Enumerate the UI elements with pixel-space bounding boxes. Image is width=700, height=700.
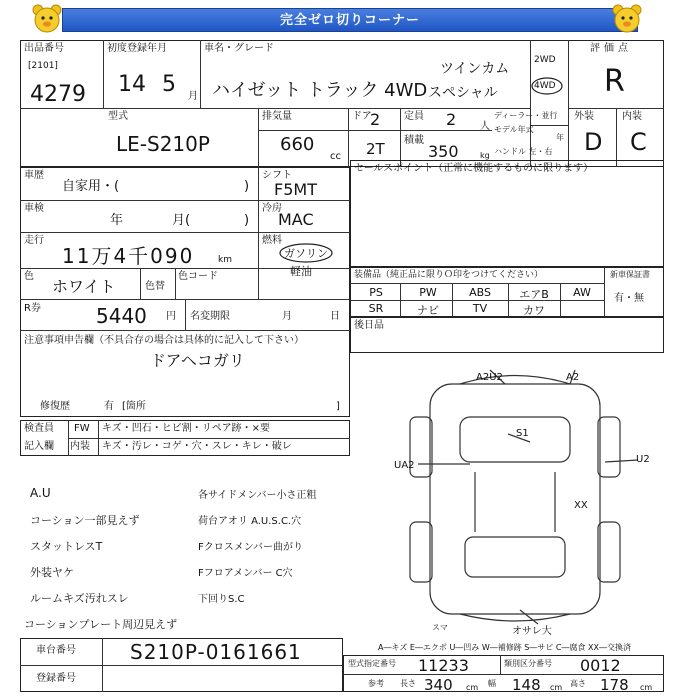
exterior-grade: D <box>584 128 603 156</box>
equipment-aw: AW <box>573 286 591 299</box>
remark-line: 下回りS.C <box>198 594 245 605</box>
fuel-diesel: 軽油 <box>290 265 312 278</box>
sales-point-section <box>350 160 664 267</box>
capacity-value: 2 <box>446 110 457 129</box>
sales-point-label: セールスポイント（正常に機能するものに限ります） <box>354 163 594 174</box>
header-title: 完全ゼロ切りコーナー <box>279 13 420 28</box>
length-unit: cm <box>466 683 479 692</box>
inspector-fw-label: FW <box>74 423 90 434</box>
car-name-label: 車名・グレード <box>204 43 274 54</box>
width-value: 148 <box>512 676 541 694</box>
remark-line: A.U <box>30 486 51 500</box>
remark-line: Fクロスメンバー曲がり <box>198 542 304 553</box>
tonnage-value: 2T <box>366 140 385 158</box>
recycle-value: 5440 <box>96 304 147 328</box>
usage-value: 自家用・( <box>62 179 120 194</box>
handle-label: ハンドル 左・右 <box>494 147 553 156</box>
car-grade-line2: スペシャル <box>428 85 498 101</box>
capacity-unit: 人 <box>480 121 490 132</box>
capacity-label: 定員 <box>404 111 424 122</box>
model-label: 型式 <box>108 111 128 122</box>
remark-line: 外装ヤケ <box>30 566 74 579</box>
repair-place: [箇所 <box>122 401 146 412</box>
rating-label: 評価点 <box>590 43 632 54</box>
first-reg-month-unit: 月 <box>188 91 198 102</box>
displacement-label: 排気量 <box>262 111 292 122</box>
diagram-label-s1: S1 <box>516 428 529 439</box>
mileage-unit: km <box>218 255 232 265</box>
remark-line: スタットレスT <box>30 540 103 553</box>
inspection-month: 月( <box>172 213 191 228</box>
length-label: 長さ <box>400 679 416 688</box>
inspector-label-2: 記入欄 <box>24 441 54 452</box>
lot-code: [2101] <box>28 61 58 71</box>
lot-number: 4279 <box>30 82 86 107</box>
mileage-value: 11万4千090 <box>62 244 195 268</box>
recycle-unit: 円 <box>166 311 176 322</box>
load-value: 350 <box>428 142 459 161</box>
chassis-value: S210P-0161661 <box>130 640 302 664</box>
remark-line: Fフロアメンバー C穴 <box>198 568 293 579</box>
inspector-int-items: キズ・汚レ・コゲ・穴・スレ・キレ・破レ <box>102 441 292 452</box>
shift-label: シフト <box>262 170 292 181</box>
diagram-label-xx: XX <box>574 500 588 511</box>
ref-label: 参考 <box>368 679 384 688</box>
equipment-abs: ABS <box>469 286 491 299</box>
inspector-label-1: 検査員 <box>24 423 54 434</box>
remarks-right <box>198 486 368 616</box>
doors-label: ドア <box>352 111 372 122</box>
circle-mark-icon <box>278 242 334 264</box>
fuel-gasoline: ガソリン <box>284 247 328 260</box>
notes-label: 注意事項申告欄（不具合存の場合は具体的に記入して下さい） <box>24 335 304 346</box>
remark-line: コーション一部見えず <box>30 514 140 527</box>
delivery-section <box>350 317 664 353</box>
width-label: 幅 <box>488 679 496 688</box>
header-banner <box>62 8 638 32</box>
lot-label: 出品番号 <box>24 43 64 54</box>
diagram-label-osare: オサレ大 <box>512 626 552 637</box>
model-year-label: モデル年式 <box>494 125 534 134</box>
fuel-label: 燃料 <box>262 235 282 246</box>
name-change-month: 月 <box>282 311 292 322</box>
model-value: LE-S210P <box>116 132 210 156</box>
repair-value: 有 <box>104 401 114 412</box>
usage-close: ) <box>244 179 250 194</box>
diagram-label-u2: U2 <box>636 454 650 465</box>
load-label: 積載 <box>404 135 424 146</box>
recycle-label: R券 <box>24 303 41 314</box>
interior-label: 内装 <box>622 111 642 122</box>
class-label: 類別区分番号 <box>504 659 552 668</box>
mileage-label: 走行 <box>24 235 44 246</box>
remark-line: コーションプレート周辺見えず <box>24 618 178 631</box>
equipment-label: 装備品（純正品に限りＯ印をつけてください） <box>354 270 544 280</box>
class-value: 0012 <box>580 656 621 675</box>
repair-close: ] <box>336 401 340 412</box>
color-repaint-label: 色替 <box>145 281 165 292</box>
equipment-navi: ナビ <box>417 304 439 317</box>
name-change-label: 名変期限 <box>190 311 230 322</box>
inspection-label: 車検 <box>24 203 44 214</box>
color-code-label: 色コード <box>178 271 218 282</box>
exterior-label: 外装 <box>574 111 594 122</box>
equipment-sr: SR <box>368 302 384 315</box>
usage-label: 車歴 <box>24 170 44 181</box>
drive-2wd: 2WD <box>534 55 556 65</box>
equipment-tv: TV <box>472 302 488 315</box>
inspector-fw-items: キズ・凹石・ヒビ割・リペア跡・×要 <box>102 423 270 434</box>
warranty-value: 有・無 <box>614 293 644 304</box>
car-grade-line1: ツインカム <box>440 61 510 77</box>
equipment-airbag: エアB <box>519 288 549 301</box>
drive-4wd: 4WD <box>534 81 556 91</box>
height-value: 178 <box>600 676 629 694</box>
color-value: ホワイト <box>52 277 116 296</box>
interior-grade: C <box>630 128 647 156</box>
model-cert-value: 11233 <box>418 656 469 675</box>
length-value: 340 <box>424 676 453 694</box>
cooling-label: 冷房 <box>262 203 282 214</box>
height-unit: cm <box>640 683 653 692</box>
equipment-ps: PS <box>369 286 383 299</box>
first-reg-label: 初度登録年月 <box>107 43 167 54</box>
repair-label: 修復歴 <box>40 401 70 412</box>
remark-line: ルームキズ汚れスレ <box>30 592 129 605</box>
first-reg-month: 5 <box>162 72 176 97</box>
bear-mascot-icon <box>30 4 64 34</box>
notes-text: ドアヘコガリ <box>150 351 245 370</box>
car-name: ハイゼット トラック 4WD <box>212 80 428 101</box>
equipment-leather: カワ <box>523 304 545 317</box>
model-year-suffix: 年 <box>556 133 564 142</box>
model-cert-label: 型式指定番号 <box>348 659 396 668</box>
warranty-label: 新車保証書 <box>610 270 650 279</box>
inspection-close: ) <box>244 213 250 228</box>
inspection-year: 年 <box>110 213 124 228</box>
legend-text: A―キズ E―エクボ U―凹み W―補修跡 S―サビ C―腐食 XX―交換済 <box>378 643 632 652</box>
remark-line: 各サイドメンバー小さ正粗 <box>198 490 317 501</box>
load-unit: kg <box>480 151 490 160</box>
remarks-left <box>24 486 200 638</box>
diagram-label-ua2: UA2 <box>394 460 415 471</box>
vehicle-damage-diagram <box>390 362 650 632</box>
height-label: 高さ <box>570 679 586 688</box>
registration-label: 登録番号 <box>36 673 76 684</box>
color-label: 色 <box>24 271 34 282</box>
diagram-label-suma: スマ <box>432 623 448 632</box>
diagram-label-a2u2: A2U2 <box>476 372 503 383</box>
cooling-value: MAC <box>278 210 314 229</box>
bear-mascot-icon <box>610 4 644 34</box>
name-change-day: 日 <box>330 311 340 322</box>
shift-value: F5MT <box>274 180 317 199</box>
remark-line: 荷台アオリ A.U.S.C.穴 <box>198 516 302 527</box>
circle-mark-icon <box>530 76 564 96</box>
rating-score: R <box>604 64 625 99</box>
displacement-unit: cc <box>330 151 341 162</box>
inspector-int-label: 内装 <box>70 441 90 452</box>
doors-value: 2 <box>370 110 381 129</box>
equipment-pw: PW <box>419 286 437 299</box>
first-reg-year: 14 <box>118 72 146 97</box>
displacement-value: 660 <box>280 134 315 155</box>
width-unit: cm <box>550 683 563 692</box>
diagram-label-a2: A2 <box>566 372 580 383</box>
delivery-label: 後日品 <box>354 320 384 331</box>
dealer-label: ディーラー・並行 <box>494 111 558 120</box>
chassis-label: 車台番号 <box>36 645 76 656</box>
